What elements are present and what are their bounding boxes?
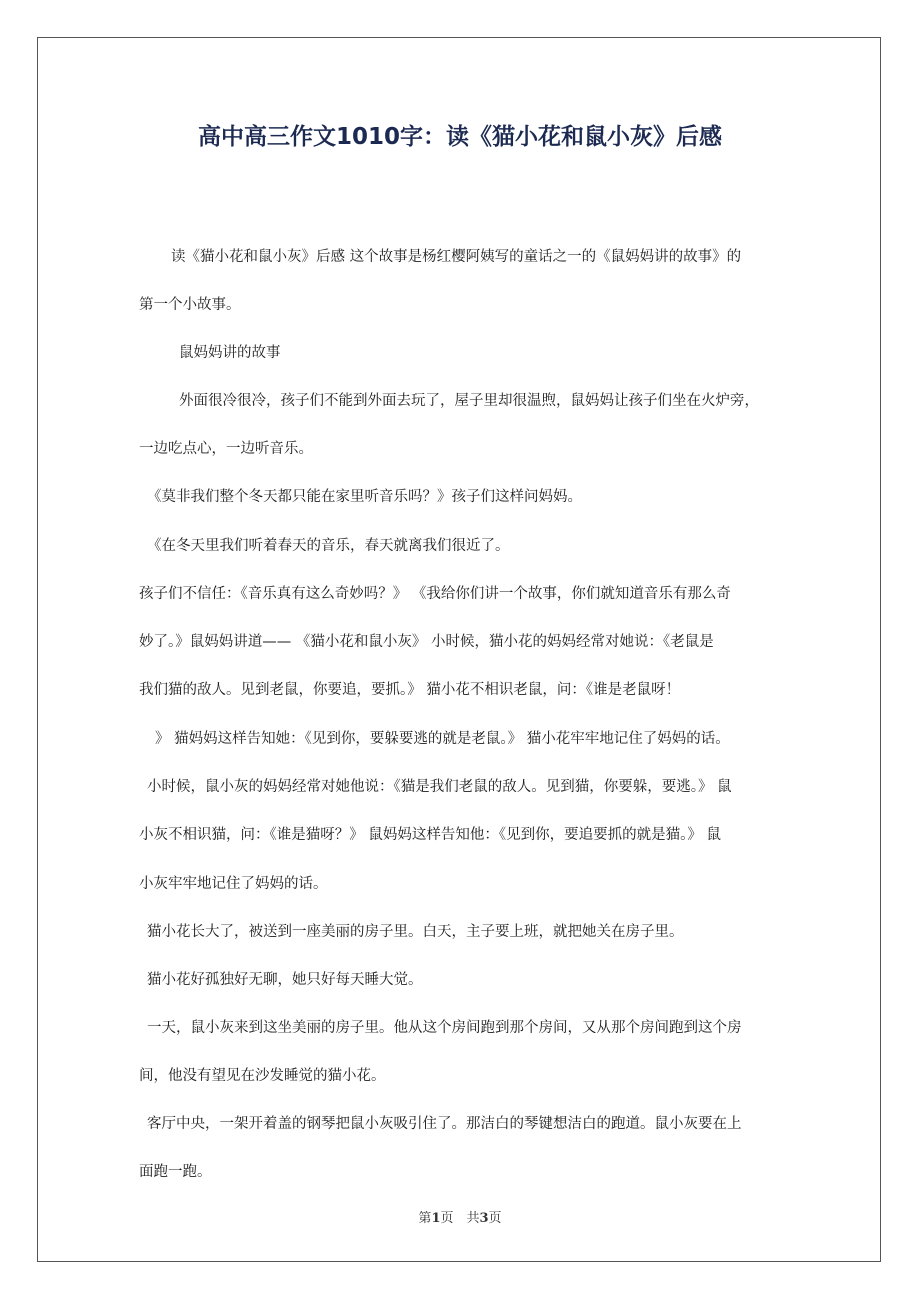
- page-total: 3: [479, 1211, 489, 1226]
- paragraph-line: 一天，鼠小灰来到这坐美丽的房子里。他从这个房间跑到那个房间，又从那个房间跑到这个房: [147, 1020, 742, 1036]
- paragraph-line: 间，他没有望见在沙发睡觉的猫小花。: [139, 1068, 386, 1084]
- paragraph-line: 第一个小故事。: [139, 297, 241, 313]
- paragraph-line: 小灰牢牢地记住了妈妈的话。: [139, 876, 328, 892]
- page-number: [0, 1207, 920, 1226]
- paragraph-line: 猫小花长大了，被送到一座美丽的房子里。白天，主子要上班，就把她关在房子里。: [147, 924, 684, 940]
- document-title: 高中高三作文1010字：读《猫小花和鼠小灰》后感: [197, 124, 722, 150]
- paragraph-line: 孩子们不信任：《音乐真有这么奇妙吗？》 《我给你们讲一个故事，你们就知道音乐有那么奇: [139, 586, 731, 602]
- paragraph-line: 客厅中央，一架开着盖的钢琴把鼠小灰吸引住了。那洁白的琴键想洁白的跑道。鼠小灰要在上: [147, 1116, 742, 1132]
- paragraph-line: 一边吃点心，一边听音乐。: [139, 441, 313, 457]
- paragraph-line: 猫小花好孤独好无聊，她只好每天睡大觉。: [147, 972, 423, 988]
- paragraph-line: 》 猫妈妈这样告知她：《见到你，要躲要逃的就是老鼠。》 猫小花牢牢地记住了妈妈的话。: [155, 731, 730, 747]
- paragraph-line: 《莫非我们整个冬天都只能在家里听音乐吗？》孩子们这样问妈妈。: [147, 489, 582, 505]
- paragraph-line: 鼠妈妈讲的故事: [179, 345, 281, 361]
- paragraph-line: 面跑一跑。: [139, 1164, 212, 1180]
- page-prefix: 第: [418, 1211, 432, 1226]
- paragraph-line: 妙了。》鼠妈妈讲道—— 《猫小花和鼠小灰》 小时候，猫小花的妈妈经常对她说：《老鼠是: [139, 634, 714, 650]
- paragraph-line: 读《猫小花和鼠小灰》后感 这个故事是杨红樱阿姨写的童话之一的《鼠妈妈讲的故事》的: [171, 249, 742, 265]
- paragraph-line: 小灰不相识猫，问：《谁是猫呀？》 鼠妈妈这样告知他：《见到你，要追要抓的就是猫。》 鼠: [139, 827, 721, 843]
- page-current: 1: [431, 1211, 441, 1226]
- page-mid: 页 共: [440, 1211, 480, 1226]
- paragraph-line: 《在冬天里我们听着春天的音乐，春天就离我们很近了。: [147, 538, 510, 554]
- page-suffix: 页: [488, 1211, 502, 1226]
- paragraph-line: 我们猫的敌人。见到老鼠，你要追，要抓。》 猫小花不相识老鼠，问：《谁是老鼠呀！: [139, 682, 681, 698]
- paragraph-line: 小时候，鼠小灰的妈妈经常对她他说：《猫是我们老鼠的敌人。见到猫，你要躲，要逃。》 鼠: [147, 779, 732, 795]
- paragraph-line: 外面很冷很冷，孩子们不能到外面去玩了，屋子里却很温煦，鼠妈妈让孩子们坐在火炉旁，: [179, 393, 759, 409]
